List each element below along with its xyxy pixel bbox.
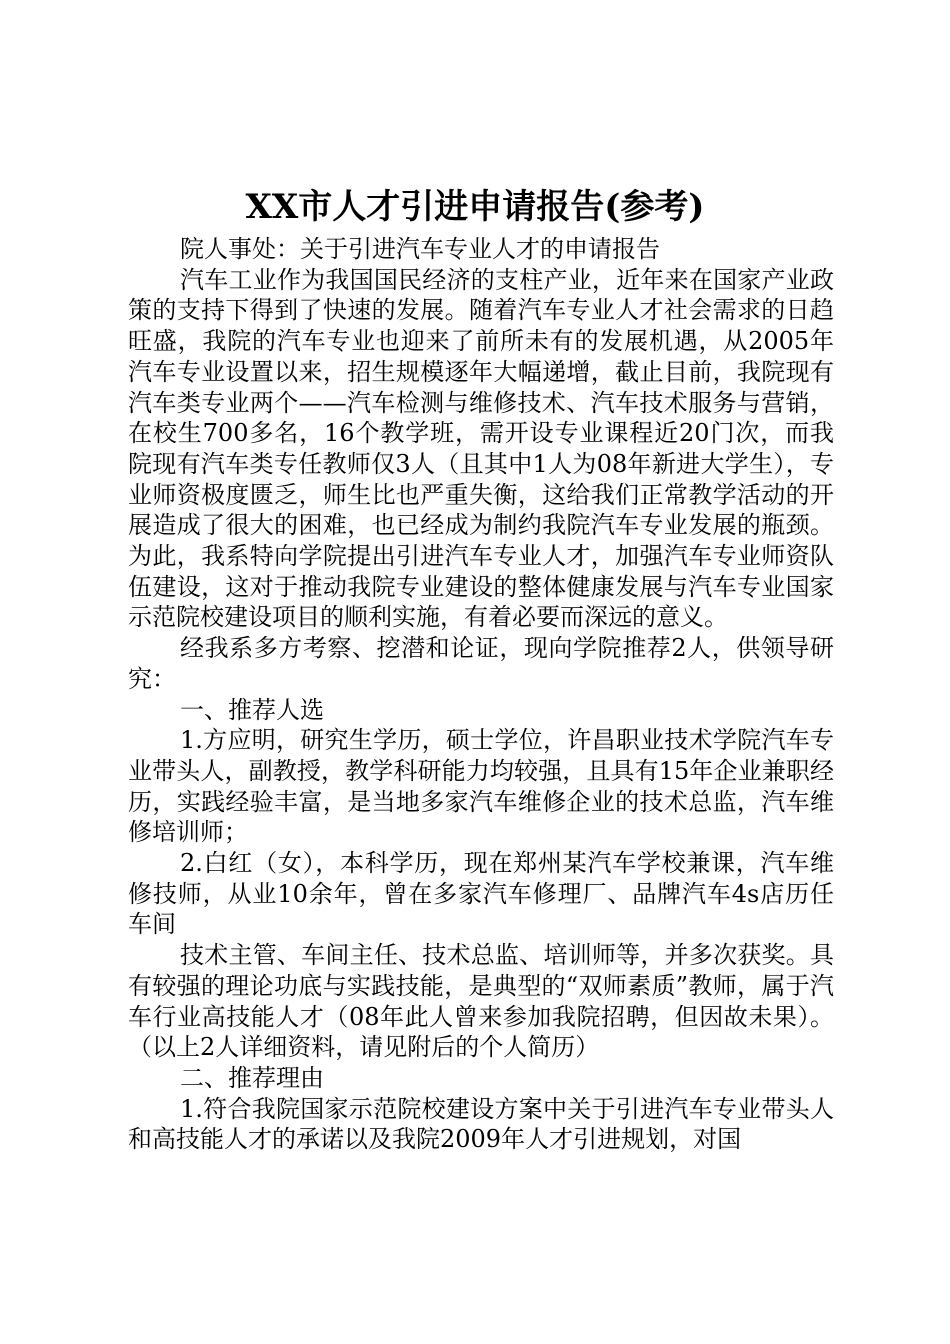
paragraph-candidate-2: 2.白红（女），本科学历，现在郑州某汽车学校兼课，汽车维修技师，从业10余年，曾在多家汽车修理厂、品牌汽车4s店历任车间 xyxy=(128,849,834,939)
document-body xyxy=(128,234,834,1155)
paragraph-candidate-1: 1.方应明，研究生学历，硕士学位，许昌职业技术学院汽车专业带头人，副教授，教学科研能力均较强，且具有15年企业兼职经历，实践经验丰富，是当地多家汽车维修企业的技术总监，汽车维修培训师； xyxy=(128,726,834,847)
section-heading-reasons: 二、推荐理由 xyxy=(180,1063,324,1092)
paragraph-background: 汽车工业作为我国国民经济的支柱产业，近年来在国家产业政策的支持下得到了快速的发展。随着汽车专业人才社会需求的日趋旺盛，我院的汽车专业也迎来了前所未有的发展机遇，从2005年汽车专业设置以来，招生规模逐年大幅递增，截止目前，我院现有汽车类专业两个——汽车检测与维修技术、汽车技术服务与营销，在校生700多名，16个教学班，需开设专业课程近20门次，而我院现有汽车类专任教师仅3人（且其中1人为08年新进大学生），专业师资极度匮乏，师生比也严重失衡，这给我们正常教学活动的开展造成了很大的困难，也已经成为制约我院汽车专业发展的瓶颈。为此，我系特向学院提出引进汽车专业人才，加强汽车专业师资队伍建设，这对于推动我院专业建设的整体健康发展与汽车专业国家示范院校建设项目的顺利实施，有着必要而深远的意义。 xyxy=(128,265,834,632)
paragraph-recommendation-intro: 经我系多方考察、挖潜和论证，现向学院推荐2人，供领导研究： xyxy=(128,634,834,693)
paragraph-candidate-2-continued: 技术主管、车间主任、技术总监、培训师等，并多次获奖。具有较强的理论功底与实践技能，是典型的“双师素质”教师，属于汽车行业高技能人才（08年此人曾来参加我院招聘，但因故未果）。（以上2人详细资料，请见附后的个人简历） xyxy=(128,941,834,1062)
paragraph-reason-1: 1.符合我院国家示范院校建设方案中关于引进汽车专业带头人和高技能人才的承诺以及我院2009年人才引进规划，对国 xyxy=(128,1094,834,1154)
paragraph-addressee: 院人事处：关于引进汽车专业人才的申请报告 xyxy=(180,235,660,263)
document-title: XX市人才引进申请报告(参考) xyxy=(245,187,705,227)
section-heading-candidates: 一、推荐人选 xyxy=(180,695,324,724)
